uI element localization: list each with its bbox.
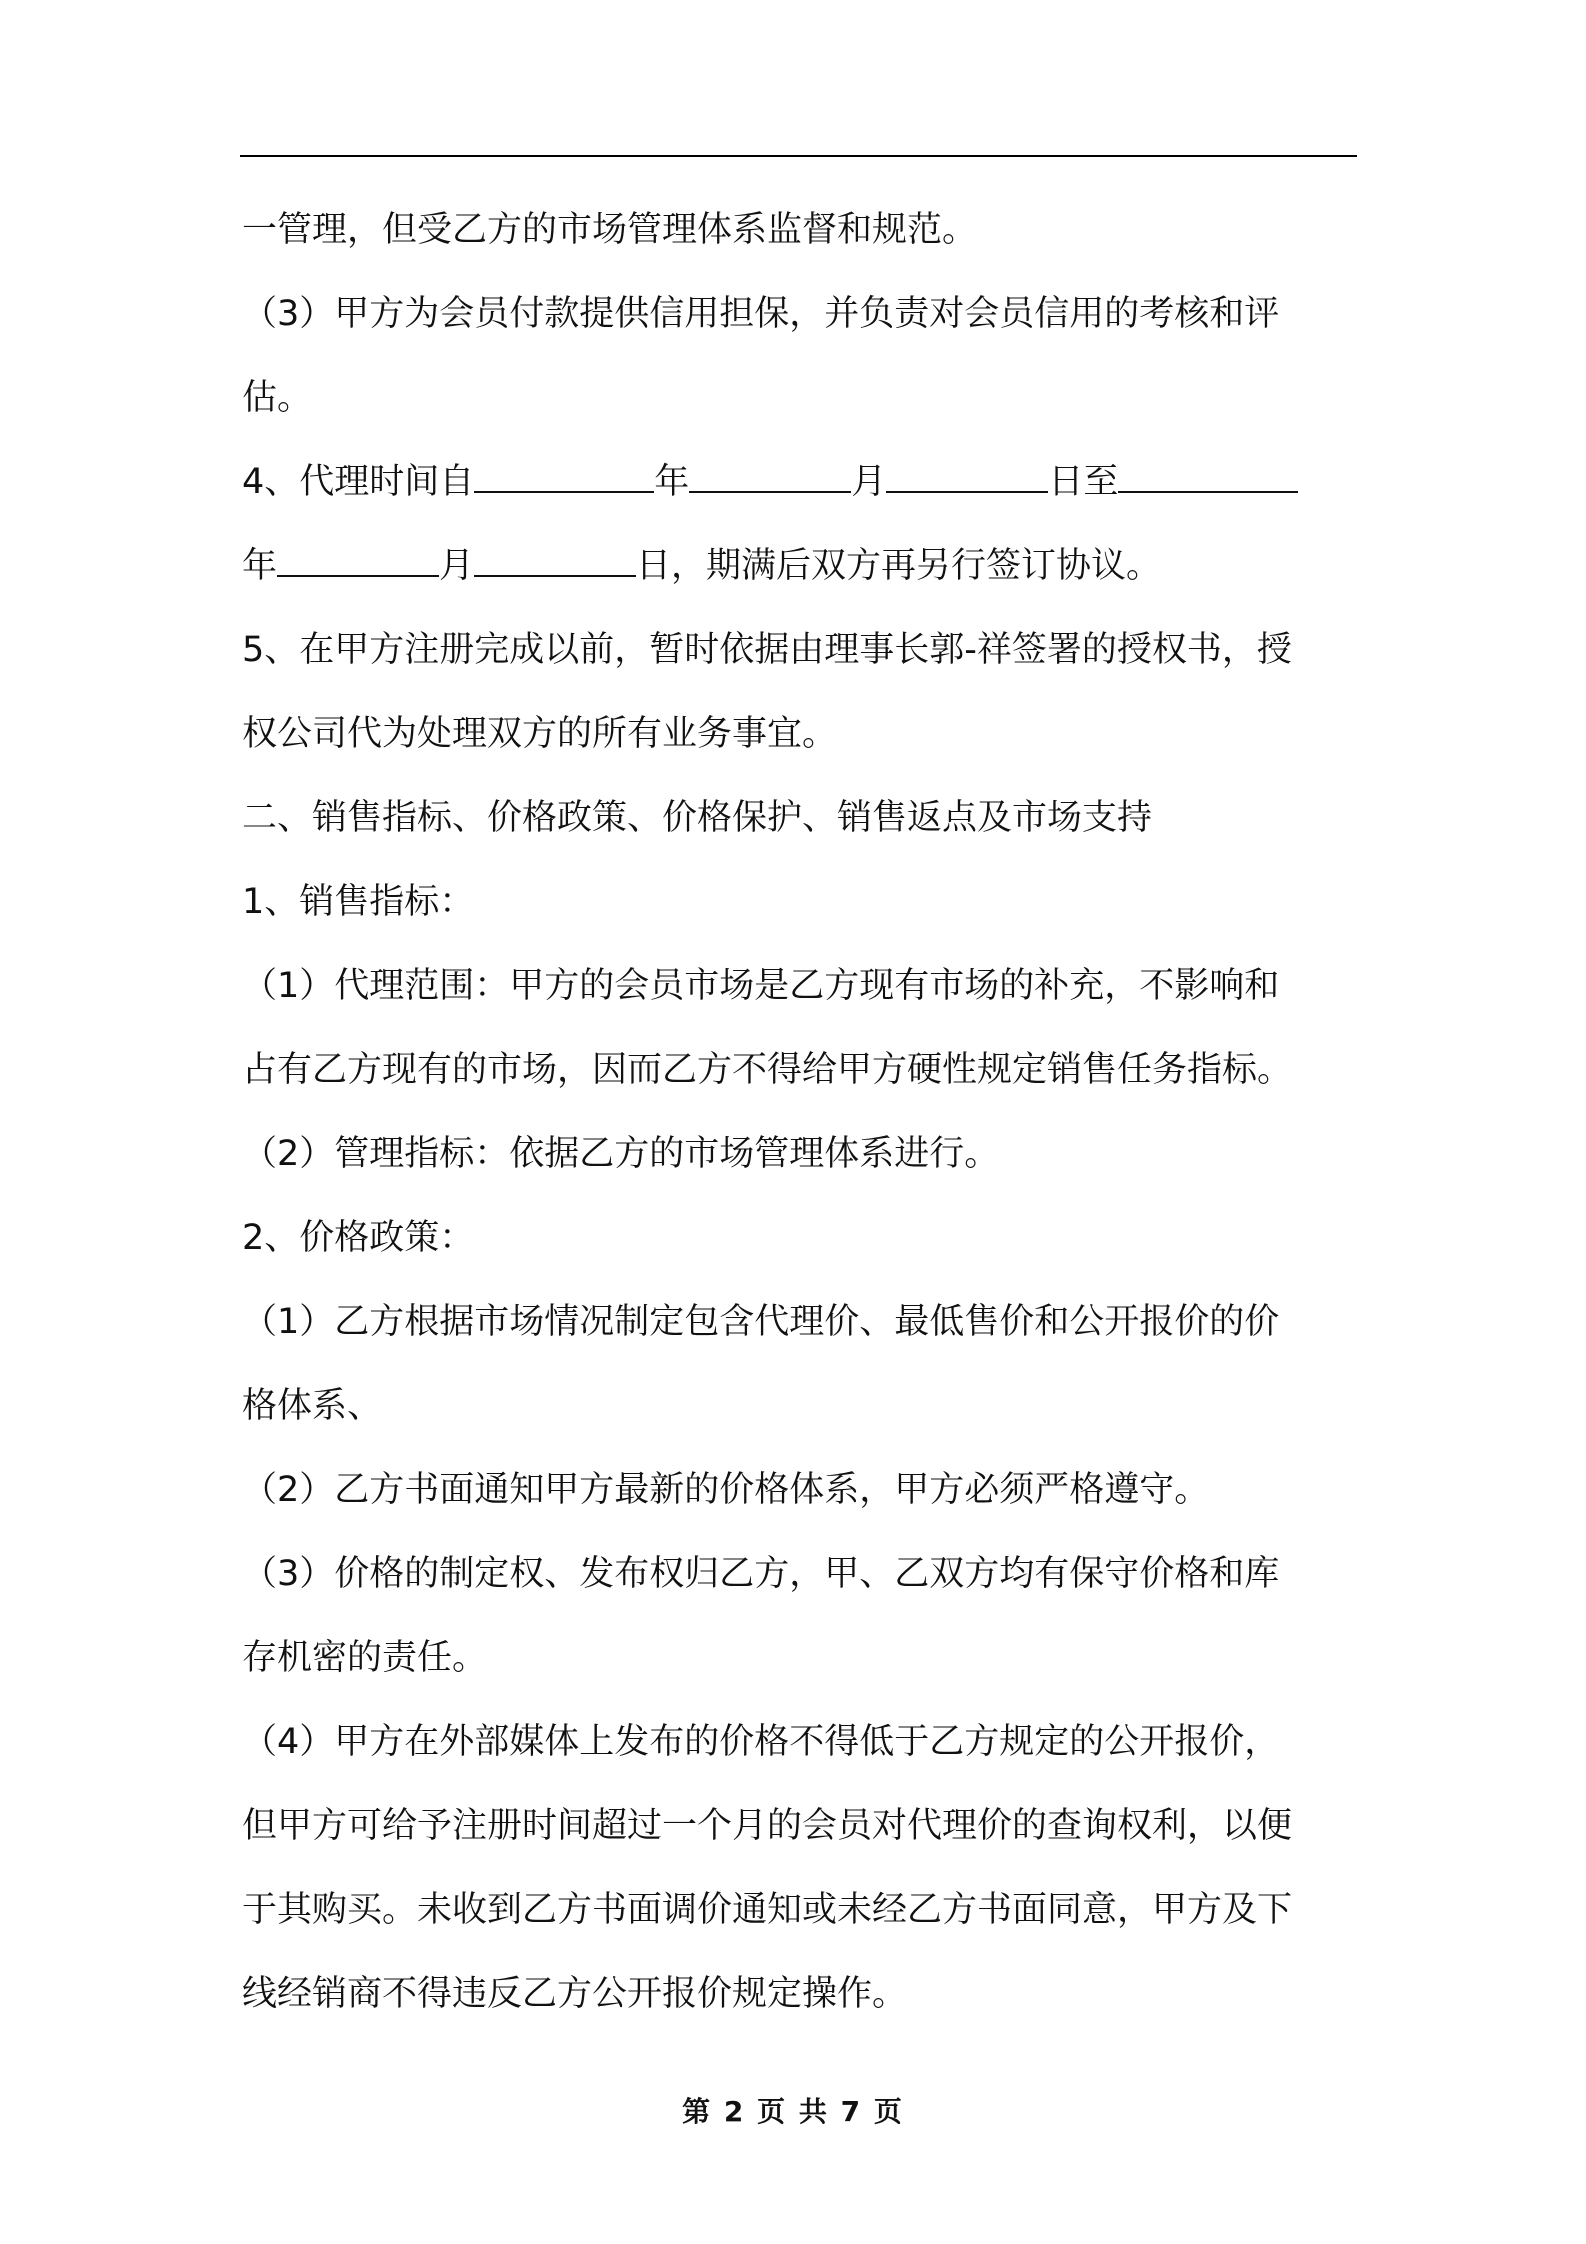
body-line: （1）乙方根据市场情况制定包含代理价、最低售价和公开报价的价 (242, 1302, 1280, 1342)
body-line: 但甲方可给予注册时间超过一个月的会员对代理价的查询权利，以便 (242, 1806, 1293, 1846)
subsection-heading: 2、价格政策： (242, 1218, 475, 1258)
body-line: （2）管理指标：依据乙方的市场管理体系进行。 (242, 1134, 1000, 1174)
agency-period-line-2 (242, 524, 1358, 608)
body-line: 一管理，但受乙方的市场管理体系监督和规范。 (242, 210, 978, 250)
body-line: 于其购买。未收到乙方书面调价通知或未经乙方书面同意，甲方及下 (242, 1890, 1293, 1930)
body-line: 权公司代为处理双方的所有业务事宜。 (242, 714, 838, 754)
body-line: 存机密的责任。 (242, 1638, 488, 1678)
body-line: （1）代理范围：甲方的会员市场是乙方现有市场的补充，不影响和 (242, 966, 1280, 1006)
body-line: （3）价格的制定权、发布权归乙方，甲、乙双方均有保守价格和库 (242, 1554, 1280, 1594)
blank-field (886, 461, 1048, 493)
blank-field (474, 545, 636, 577)
blank-field (1118, 461, 1298, 493)
body-line: 格体系、 (242, 1386, 383, 1426)
body-line: （3）甲方为会员付款提供信用担保，并负责对会员信用的考核和评 (242, 294, 1280, 334)
header-rule (240, 155, 1357, 157)
blank-field (689, 461, 851, 493)
blank-field (277, 545, 439, 577)
document-body (242, 188, 1358, 2036)
body-line: 线经销商不得违反乙方公开报价规定操作。 (242, 1974, 908, 2014)
text-segment: 年 (654, 462, 690, 502)
body-line: 占有乙方现有的市场，因而乙方不得给甲方硬性规定销售任务指标。 (242, 1050, 1293, 1090)
text-segment: 月 (851, 462, 887, 502)
text-segment: 月 (439, 546, 475, 586)
page-number: 第 2 页 共 7 页 (682, 2095, 904, 2128)
text-segment: 日，期满后双方再另行签订协议。 (636, 546, 1162, 586)
body-line: （4）甲方在外部媒体上发布的价格不得低于乙方规定的公开报价， (242, 1722, 1280, 1762)
body-line: 估。 (242, 378, 313, 418)
agency-period-line-1 (242, 440, 1358, 524)
body-line: 5、在甲方注册完成以前，暂时依据由理事长郭-祥签署的授权书，授 (242, 630, 1292, 670)
text-segment: 日至 (1048, 462, 1119, 502)
text-segment: 年 (242, 546, 278, 586)
text-segment: 4、代理时间自 (242, 462, 475, 502)
body-line: （2）乙方书面通知甲方最新的价格体系，甲方必须严格遵守。 (242, 1470, 1210, 1510)
subsection-heading: 1、销售指标： (242, 882, 475, 922)
section-heading: 二、销售指标、价格政策、价格保护、销售返点及市场支持 (242, 798, 1153, 838)
blank-field (474, 461, 654, 493)
